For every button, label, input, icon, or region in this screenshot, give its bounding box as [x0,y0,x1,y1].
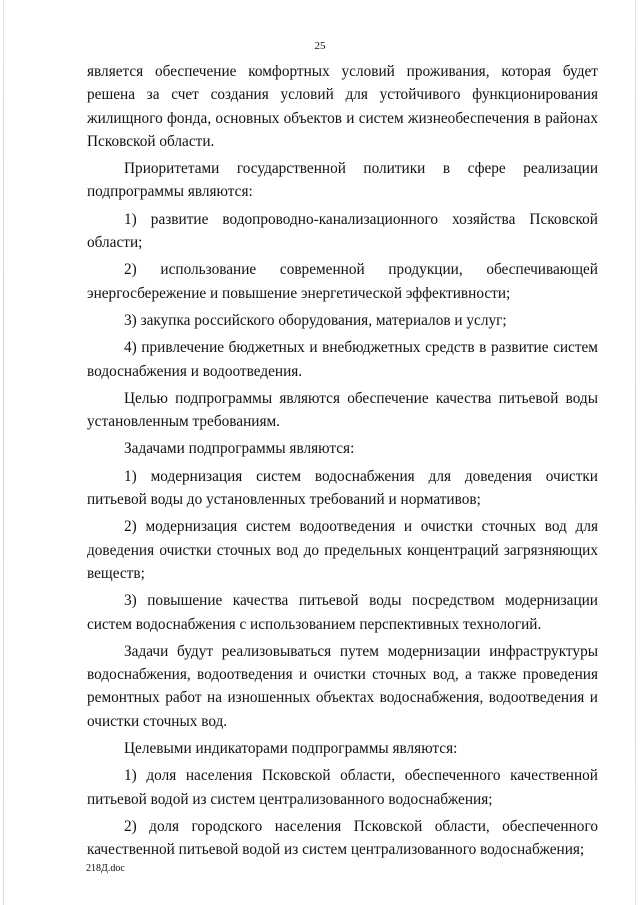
priority-item-3: 3) закупка российского оборудования, материалов и услуг; [124,311,507,329]
priority-item-2: 2) использование современной продукции, обеспечивающей энергосбережение и повышение энергетической эффективности; [87,261,598,302]
document-body [87,60,598,866]
task-item-1: 1) модернизация систем водоснабжения для доведения очистки питьевой воды до установленных требований и нормативов; [87,467,598,509]
indicator-item-2: 2) доля городского населения Псковской области, обеспеченного качественной питьевой водой из систем централизованного водоснабжения; [87,817,598,859]
paragraph-priorities-intro: Приоритетами государственной политики в сфере реализации подпрограммы являются: [87,160,598,201]
task-item-3: 3) повышение качества питьевой воды посредством модернизации систем водоснабжения с использованием перспективных технологий. [87,592,598,633]
task-item-2: 2) модернизация систем водоотведения и очистки сточных вод для доведения очистки сточных вод до предельных концентраций загрязняющих веществ; [87,518,598,582]
priority-item-1: 1) развитие водопроводно-канализационного хозяйства Псковской области; [87,210,598,252]
paragraph-indicators-intro: Целевыми индикаторами подпрограммы являются: [124,740,458,758]
paragraph-tasks-intro: Задачами подпрограммы являются: [124,440,355,458]
file-name-footer: 218Д.doc [86,863,125,874]
paragraph-continuation: является обеспечение комфортных условий проживания, которая будет решена за счет создания условий для устойчивого функционирования жилищного фонда, основных объектов и систем жизнеобеспечения в районах Псковской области. [87,63,598,150]
indicator-item-1: 1) доля населения Псковской области, обеспеченного качественной питьевой водой из систем централизованного водоснабжения; [87,767,598,808]
priority-item-4: 4) привлечение бюджетных и внебюджетных средств в развитие систем водоснабжения и водоотведения. [87,339,598,380]
page-number: 25 [314,40,326,52]
scan-edge-right [635,0,636,905]
paragraph-goal: Целью подпрограммы являются обеспечение качества питьевой воды установленным требованиям. [87,389,598,431]
paragraph-tasks-implementation: Задачи будут реализовываться путем модернизации инфраструктуры водоснабжения, водоотведения и очистки сточных вод, а также проведения ремонтных работ на изношенных объектах водоснабжения, водоотведения и очистки сточных вод. [87,642,598,730]
scan-edge-left [3,0,4,905]
